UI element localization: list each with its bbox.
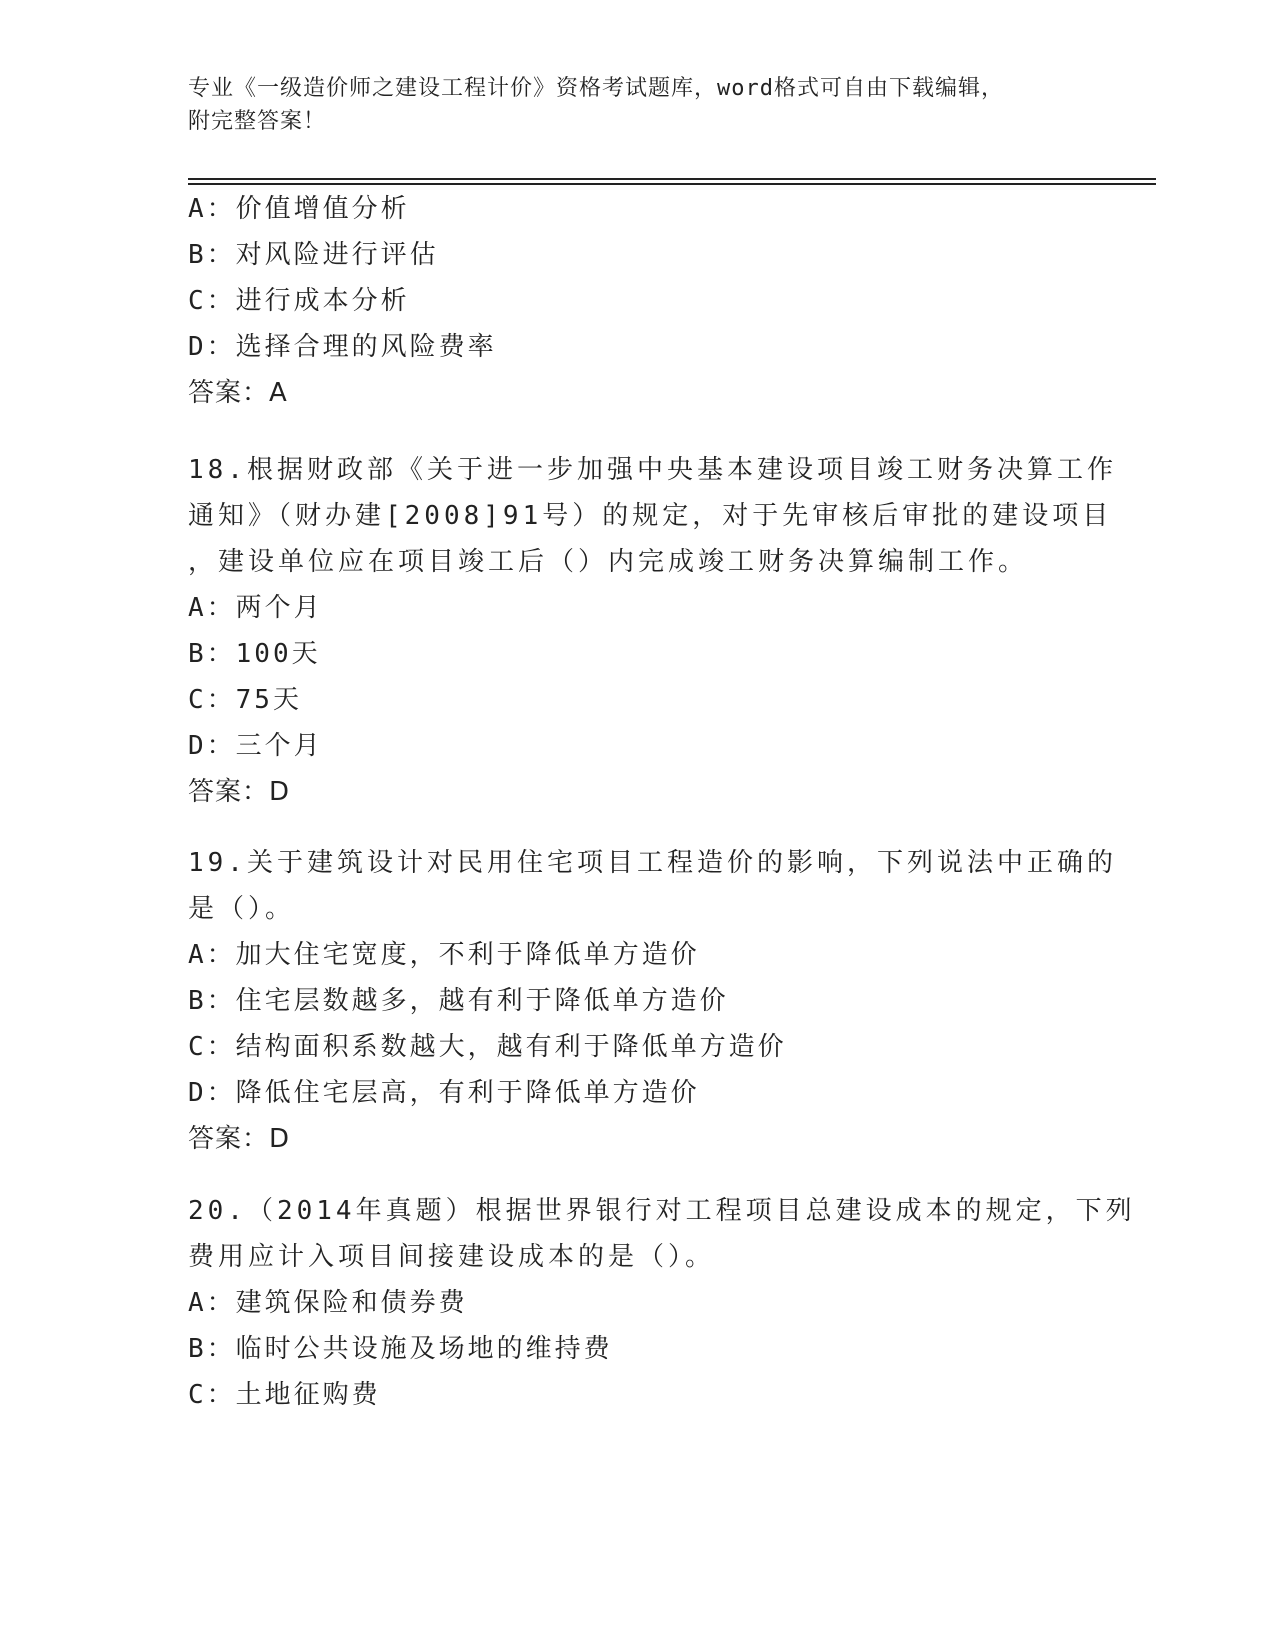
question-line: 是（）。 (188, 894, 296, 924)
question-line: 费用应计入项目间接建设成本的是（）。 (188, 1242, 716, 1272)
answer: 答案：D (188, 777, 291, 807)
option-a: A：建筑保险和债券费 (188, 1288, 468, 1318)
header-line-1: 专业《一级造价师之建设工程计价》资格考试题库，word格式可自由下载编辑， (188, 76, 1004, 101)
option-a: A：加大住宅宽度，不利于降低单方造价 (188, 940, 700, 970)
question-20 (188, 1188, 1136, 1418)
header-divider-bottom (188, 183, 1156, 185)
question-19 (188, 840, 1117, 1162)
answer: 答案：D (188, 1124, 291, 1154)
answer: 答案：A (188, 378, 288, 408)
document-header (188, 72, 1068, 138)
option-d: D：选择合理的风险费率 (188, 332, 497, 362)
question-18 (188, 447, 1117, 815)
question-text (188, 840, 1117, 932)
question-line: 19.关于建筑设计对民用住宅项目工程造价的影响，下列说法中正确的 (188, 848, 1117, 878)
option-b: B：对风险进行评估 (188, 240, 439, 270)
option-a: A：价值增值分析 (188, 194, 410, 224)
option-b: B：住宅层数越多，越有利于降低单方造价 (188, 986, 729, 1016)
question-line: ，建设单位应在项目竣工后（）内完成竣工财务决算编制工作。 (188, 547, 1029, 577)
option-b: B：临时公共设施及场地的维持费 (188, 1334, 613, 1364)
option-c: C：结构面积系数越大，越有利于降低单方造价 (188, 1032, 787, 1062)
header-divider-top (188, 178, 1156, 180)
question-text (188, 1188, 1136, 1280)
question-line: 18.根据财政部《关于进一步加强中央基本建设项目竣工财务决算工作 (188, 455, 1117, 485)
option-c: C：75天 (188, 685, 302, 715)
question-text (188, 447, 1117, 585)
option-d: D：三个月 (188, 731, 323, 761)
option-c: C：土地征购费 (188, 1380, 381, 1410)
header-line-2: 附完整答案！ (188, 109, 327, 134)
question-line: 20.（2014年真题）根据世界银行对工程项目总建设成本的规定，下列 (188, 1196, 1136, 1226)
option-b: B：100天 (188, 639, 321, 669)
option-c: C：进行成本分析 (188, 286, 410, 316)
question-line: 通知》（财办建[2008]91号）的规定，对于先审核后审批的建设项目 (188, 501, 1113, 531)
question-17 (188, 186, 1088, 416)
option-a: A：两个月 (188, 593, 323, 623)
option-d: D：降低住宅层高，有利于降低单方造价 (188, 1078, 700, 1108)
